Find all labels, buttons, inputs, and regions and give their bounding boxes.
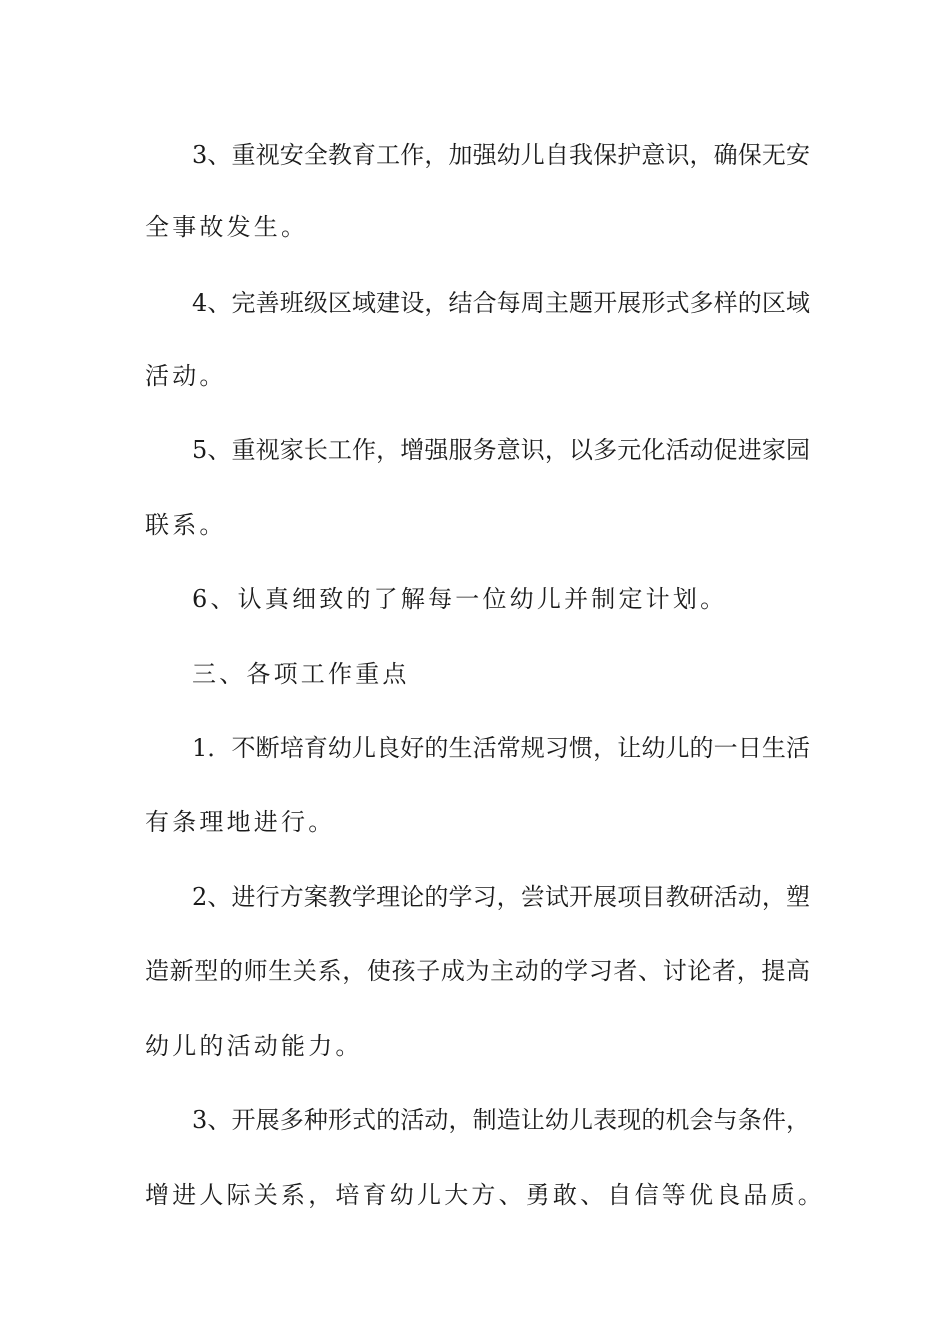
paragraph-line: 联系。 xyxy=(145,511,227,539)
paragraph-line: 造新型的师生关系，使孩子成为主动的学习者、讨论者，提高 xyxy=(145,957,810,985)
paragraph-line: 有条理地进行。 xyxy=(145,808,336,836)
paragraph-line: 活动。 xyxy=(145,362,227,390)
paragraph-line: 6、认真细致的了解每一位幼儿并制定计划。 xyxy=(192,585,728,613)
paragraph-line: 5、重视家长工作，增强服务意识，以多元化活动促进家园 xyxy=(192,436,810,464)
paragraph-line: 增进人际关系，培育幼儿大方、勇敢、自信等优良品质。 xyxy=(145,1181,825,1209)
paragraph-line: 3、开展多种形式的活动，制造让幼儿表现的机会与条件， xyxy=(192,1106,810,1134)
paragraph-line: 幼儿的活动能力。 xyxy=(145,1032,363,1060)
section-heading: 三、各项工作重点 xyxy=(192,660,410,688)
paragraph-line: 1．不断培育幼儿良好的生活常规习惯，让幼儿的一日生活 xyxy=(192,734,810,762)
paragraph-line: 3、重视安全教育工作，加强幼儿自我保护意识，确保无安 xyxy=(192,141,810,169)
paragraph-line: 4、完善班级区域建设，结合每周主题开展形式多样的区域 xyxy=(192,289,810,317)
paragraph-line: 2、进行方案教学理论的学习，尝试开展项目教研活动，塑 xyxy=(192,883,810,911)
paragraph-line: 全事故发生。 xyxy=(145,213,309,241)
